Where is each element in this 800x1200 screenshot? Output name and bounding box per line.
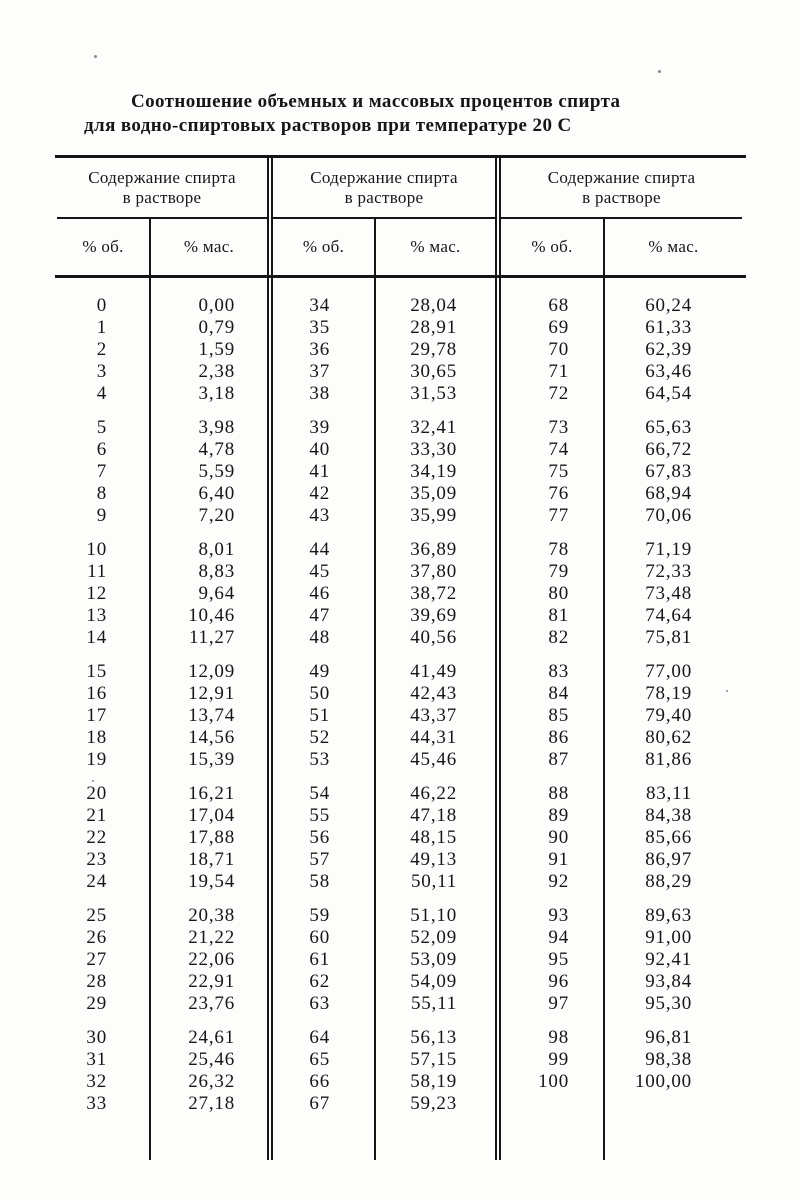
vol-cell: 39: [309, 417, 330, 438]
vol-cell: 58: [309, 871, 330, 892]
vol-cell: 14: [86, 627, 107, 648]
vol-cell: 76: [548, 483, 569, 504]
vol-cell: 91: [548, 849, 569, 870]
vol-cell: 65: [309, 1049, 330, 1070]
vol-column-header: % об.: [82, 237, 124, 256]
vol-cell: 85: [548, 705, 569, 726]
group-header: [273, 155, 495, 219]
vol-cell: 56: [309, 827, 330, 848]
vol-cell: 96: [548, 971, 569, 992]
vol-cell: 15: [86, 661, 107, 682]
vol-cell: 29: [86, 993, 107, 1014]
mass-cell: 40,56: [410, 627, 457, 648]
mass-cell: 12,09: [188, 661, 235, 682]
mass-cell: 22,06: [188, 949, 235, 970]
mass-cell: 63,46: [645, 361, 692, 382]
mass-cell: 45,46: [410, 749, 457, 770]
vol-cell: 47: [309, 605, 330, 626]
mass-cell: 54,09: [410, 971, 457, 992]
table-top-rule: [55, 155, 746, 158]
row-block: [57, 661, 149, 771]
mass-cell: 10,46: [188, 605, 235, 626]
vol-cell: 19: [86, 749, 107, 770]
mass-cell: 47,18: [410, 805, 457, 826]
vol-cell: 87: [548, 749, 569, 770]
mass-cell: 41,49: [410, 661, 457, 682]
group-header-line1: Содержание спирта: [88, 168, 236, 187]
row-block: [151, 539, 267, 649]
row-block: [605, 905, 742, 1015]
mass-column: [374, 219, 495, 1160]
mass-cell: 100,00: [634, 1071, 692, 1092]
mass-cell: 17,88: [188, 827, 235, 848]
row-block: [376, 417, 495, 527]
vol-cell: 9: [96, 505, 107, 526]
vol-cell: 12: [86, 583, 107, 604]
scan-speck: [94, 55, 97, 58]
vol-cell: 92: [548, 871, 569, 892]
vol-cell: 82: [548, 627, 569, 648]
vol-cell: 81: [548, 605, 569, 626]
mass-cell: 35,09: [410, 483, 457, 504]
vol-cell: 30: [86, 1027, 107, 1048]
mass-cell: 84,38: [645, 805, 692, 826]
row-block: [605, 661, 742, 771]
mass-cell: 8,01: [198, 539, 235, 560]
mass-cell: 37,80: [410, 561, 457, 582]
mass-cell: 14,56: [188, 727, 235, 748]
vol-cell: 18: [86, 727, 107, 748]
vol-cell: 75: [548, 461, 569, 482]
vol-cell: 44: [309, 539, 330, 560]
mass-cell: 68,94: [645, 483, 692, 504]
vol-cell: 26: [86, 927, 107, 948]
row-block: [376, 661, 495, 771]
mass-cell: 57,15: [410, 1049, 457, 1070]
vol-cell: 0: [96, 295, 107, 316]
mass-column: [149, 219, 267, 1160]
column-group: [57, 155, 267, 1160]
mass-cell: 19,54: [188, 871, 235, 892]
mass-cell: 44,31: [410, 727, 457, 748]
mass-cell: 77,00: [645, 661, 692, 682]
vol-cell: 72: [548, 383, 569, 404]
vol-cell: 95: [548, 949, 569, 970]
mass-column-header: % мас.: [183, 237, 235, 256]
mass-cell: 39,69: [410, 605, 457, 626]
mass-cell: 62,39: [645, 339, 692, 360]
row-block: [57, 905, 149, 1015]
mass-cell: 0,79: [198, 317, 235, 338]
vol-cell: 69: [548, 317, 569, 338]
vol-cell: 33: [86, 1093, 107, 1114]
vol-cell: 77: [548, 505, 569, 526]
mass-cell: 80,62: [645, 727, 692, 748]
vol-cell: 70: [548, 339, 569, 360]
vol-cell: 4: [96, 383, 107, 404]
mass-cell: 64,54: [645, 383, 692, 404]
vol-cell: 28: [86, 971, 107, 992]
mass-cell: 21,22: [188, 927, 235, 948]
vol-cell: 35: [309, 317, 330, 338]
vol-column-header: % об.: [302, 237, 345, 256]
row-block: [376, 783, 495, 893]
vol-cell: 54: [309, 783, 330, 804]
mass-cell: 34,19: [410, 461, 457, 482]
mass-cell: 55,11: [410, 993, 457, 1014]
mass-cell: 96,81: [645, 1027, 692, 1048]
mass-cell: 27,18: [188, 1093, 235, 1114]
mass-cell: 74,64: [645, 605, 692, 626]
vol-cell: 60: [309, 927, 330, 948]
row-block: [57, 295, 149, 405]
row-block: [151, 661, 267, 771]
row-block: [605, 295, 742, 405]
vol-cell: 7: [96, 461, 107, 482]
vol-cell: 90: [548, 827, 569, 848]
mass-cell: 75,81: [645, 627, 692, 648]
vol-cell: 11: [87, 561, 107, 582]
mass-cell: 59,23: [410, 1093, 457, 1114]
vol-cell: 41: [309, 461, 330, 482]
mass-cell: 8,83: [198, 561, 235, 582]
mass-cell: 53,09: [410, 949, 457, 970]
vol-cell: 38: [309, 383, 330, 404]
vol-cell: 5: [96, 417, 107, 438]
mass-cell: 50,11: [410, 871, 457, 892]
scan-speck: [658, 70, 661, 73]
mass-cell: 79,40: [645, 705, 692, 726]
row-block: [501, 661, 603, 771]
group-header: [501, 155, 742, 219]
vol-cell: 22: [86, 827, 107, 848]
vol-cell: 80: [548, 583, 569, 604]
row-block: [501, 905, 603, 1015]
row-block: [605, 417, 742, 527]
vol-cell: 2: [96, 339, 107, 360]
vol-cell: 99: [548, 1049, 569, 1070]
mass-cell: 67,83: [645, 461, 692, 482]
row-block: [273, 1027, 374, 1115]
mass-cell: 81,86: [645, 749, 692, 770]
mass-cell: 88,29: [645, 871, 692, 892]
mass-cell: 6,40: [198, 483, 235, 504]
group-columns: [273, 219, 495, 1160]
mass-cell: 9,64: [198, 583, 235, 604]
row-block: [605, 539, 742, 649]
vol-cell: 10: [86, 539, 107, 560]
row-block: [273, 783, 374, 893]
row-block: [273, 417, 374, 527]
vol-cell: 20: [86, 783, 107, 804]
vol-cell: 52: [309, 727, 330, 748]
vol-cell: 32: [86, 1071, 107, 1092]
mass-cell: 33,30: [410, 439, 457, 460]
vol-cell: 40: [309, 439, 330, 460]
vol-cell: 78: [548, 539, 569, 560]
mass-cell: 4,78: [198, 439, 235, 460]
mass-cell: 66,72: [645, 439, 692, 460]
vol-cell: 21: [86, 805, 107, 826]
vol-cell: 24: [86, 871, 107, 892]
column-group: [273, 155, 495, 1160]
scan-speck: [92, 780, 94, 782]
group-header-line1: Содержание спирта: [310, 168, 458, 187]
vol-cell: 57: [309, 849, 330, 870]
vol-cell: 61: [309, 949, 330, 970]
mass-cell: 2,38: [198, 361, 235, 382]
row-block: [57, 417, 149, 527]
mass-cell: 98,38: [645, 1049, 692, 1070]
vol-cell: 46: [309, 583, 330, 604]
mass-cell: 24,61: [188, 1027, 235, 1048]
vol-cell: 67: [309, 1093, 330, 1114]
vol-cell: 27: [86, 949, 107, 970]
row-block: [151, 905, 267, 1015]
mass-cell: 3,18: [198, 383, 235, 404]
row-block: [273, 539, 374, 649]
row-block: [57, 783, 149, 893]
mass-cell: 95,30: [645, 993, 692, 1014]
vol-cell: 73: [548, 417, 569, 438]
mass-cell: 0,00: [198, 295, 235, 316]
mass-cell: 92,41: [645, 949, 692, 970]
mass-cell: 73,48: [645, 583, 692, 604]
mass-cell: 91,00: [645, 927, 692, 948]
mass-column-header: % мас.: [410, 237, 461, 256]
vol-cell: 79: [548, 561, 569, 582]
mass-cell: 48,15: [410, 827, 457, 848]
mass-cell: 56,13: [410, 1027, 457, 1048]
row-block: [151, 295, 267, 405]
mass-cell: 38,72: [410, 583, 457, 604]
group-header: [57, 155, 267, 219]
row-block: [151, 417, 267, 527]
vol-cell: 97: [548, 993, 569, 1014]
vol-column: [501, 219, 603, 1160]
page-title-line1: Соотношение объемных и массовых процентов спирта: [131, 91, 621, 112]
group-header-line2: в растворе: [582, 188, 661, 207]
mass-cell: 12,91: [188, 683, 235, 704]
row-block: [376, 539, 495, 649]
vol-cell: 49: [309, 661, 330, 682]
mass-cell: 42,43: [410, 683, 457, 704]
mass-cell: 28,91: [410, 317, 457, 338]
mass-cell: 58,19: [410, 1071, 457, 1092]
mass-cell: 65,63: [645, 417, 692, 438]
mass-cell: 89,63: [645, 905, 692, 926]
mass-column: [603, 219, 742, 1160]
group-header-line2: в растворе: [344, 188, 424, 207]
vol-cell: 55: [309, 805, 330, 826]
vol-cell: 25: [86, 905, 107, 926]
row-block: [273, 661, 374, 771]
vol-cell: 86: [548, 727, 569, 748]
vol-cell: 68: [548, 295, 569, 316]
vol-cell: 3: [96, 361, 107, 382]
vol-cell: 53: [309, 749, 330, 770]
mass-cell: 1,59: [198, 339, 235, 360]
mass-cell: 15,39: [188, 749, 235, 770]
vol-cell: 48: [309, 627, 330, 648]
mass-cell: 23,76: [188, 993, 235, 1014]
row-block: [501, 539, 603, 649]
mass-cell: 28,04: [410, 295, 457, 316]
vol-cell: 31: [86, 1049, 107, 1070]
vol-column: [57, 219, 149, 1160]
mass-cell: 35,99: [410, 505, 457, 526]
mass-cell: 11,27: [188, 627, 235, 648]
mass-cell: 36,89: [410, 539, 457, 560]
mass-cell: 61,33: [645, 317, 692, 338]
mass-cell: 51,10: [410, 905, 457, 926]
mass-cell: 83,11: [645, 783, 692, 804]
table-column-groups: [57, 155, 742, 1160]
vol-cell: 16: [86, 683, 107, 704]
row-block: [605, 1027, 742, 1093]
vol-column-header: % об.: [531, 237, 573, 256]
vol-cell: 59: [309, 905, 330, 926]
row-block: [501, 295, 603, 405]
mass-column-header: % мас.: [648, 237, 699, 256]
row-block: [273, 905, 374, 1015]
mass-cell: 32,41: [410, 417, 457, 438]
mass-cell: 60,24: [645, 295, 692, 316]
mass-cell: 86,97: [645, 849, 692, 870]
mass-cell: 20,38: [188, 905, 235, 926]
group-columns: [57, 219, 267, 1160]
mass-cell: 17,04: [188, 805, 235, 826]
vol-cell: 62: [309, 971, 330, 992]
vol-cell: 1: [96, 317, 107, 338]
mass-cell: 49,13: [410, 849, 457, 870]
vol-cell: 23: [86, 849, 107, 870]
row-block: [501, 1027, 603, 1093]
column-group: [501, 155, 742, 1160]
group-columns: [501, 219, 742, 1160]
page-title: [84, 90, 684, 138]
mass-cell: 31,53: [410, 383, 457, 404]
mass-cell: 25,46: [188, 1049, 235, 1070]
vol-cell: 63: [309, 993, 330, 1014]
mass-cell: 43,37: [410, 705, 457, 726]
row-block: [605, 783, 742, 893]
mass-cell: 29,78: [410, 339, 457, 360]
vol-cell: 64: [309, 1027, 330, 1048]
row-block: [151, 1027, 267, 1115]
row-block: [57, 1027, 149, 1115]
row-block: [376, 295, 495, 405]
vol-cell: 45: [309, 561, 330, 582]
row-block: [376, 905, 495, 1015]
vol-cell: 93: [548, 905, 569, 926]
mass-cell: 5,59: [198, 461, 235, 482]
subheader-bottom-rule: [55, 275, 746, 278]
vol-cell: 34: [309, 295, 330, 316]
mass-cell: 3,98: [198, 417, 235, 438]
mass-cell: 78,19: [645, 683, 692, 704]
scan-speck: [726, 690, 728, 692]
row-block: [501, 417, 603, 527]
vol-cell: 51: [309, 705, 330, 726]
vol-cell: 8: [96, 483, 107, 504]
group-header-line2: в растворе: [122, 188, 202, 207]
mass-cell: 70,06: [645, 505, 692, 526]
row-block: [501, 783, 603, 893]
alcohol-conversion-table: [57, 155, 742, 1160]
vol-cell: 89: [548, 805, 569, 826]
vol-cell: 37: [309, 361, 330, 382]
mass-cell: 72,33: [645, 561, 692, 582]
vol-cell: 50: [309, 683, 330, 704]
vol-cell: 100: [538, 1071, 569, 1092]
mass-cell: 52,09: [410, 927, 457, 948]
vol-column: [273, 219, 374, 1160]
vol-cell: 42: [309, 483, 330, 504]
vol-cell: 74: [548, 439, 569, 460]
vol-cell: 17: [86, 705, 107, 726]
mass-cell: 93,84: [645, 971, 692, 992]
mass-cell: 46,22: [410, 783, 457, 804]
mass-cell: 22,91: [188, 971, 235, 992]
vol-cell: 98: [548, 1027, 569, 1048]
row-block: [151, 783, 267, 893]
vol-cell: 43: [309, 505, 330, 526]
mass-cell: 7,20: [198, 505, 235, 526]
mass-cell: 85,66: [645, 827, 692, 848]
mass-cell: 26,32: [188, 1071, 235, 1092]
mass-cell: 16,21: [188, 783, 235, 804]
vol-cell: 94: [548, 927, 569, 948]
vol-cell: 84: [548, 683, 569, 704]
mass-cell: 71,19: [645, 539, 692, 560]
vol-cell: 6: [96, 439, 107, 460]
vol-cell: 88: [548, 783, 569, 804]
row-block: [273, 295, 374, 405]
row-block: [57, 539, 149, 649]
mass-cell: 18,71: [188, 849, 235, 870]
row-block: [376, 1027, 495, 1115]
vol-cell: 71: [548, 361, 569, 382]
vol-cell: 66: [309, 1071, 330, 1092]
vol-cell: 13: [86, 605, 107, 626]
mass-cell: 13,74: [188, 705, 235, 726]
group-header-line1: Содержание спирта: [547, 168, 696, 187]
page-title-line2: для водно-спиртовых растворов при температуре 20 С: [84, 115, 572, 136]
mass-cell: 30,65: [410, 361, 457, 382]
vol-cell: 36: [309, 339, 330, 360]
vol-cell: 83: [548, 661, 569, 682]
